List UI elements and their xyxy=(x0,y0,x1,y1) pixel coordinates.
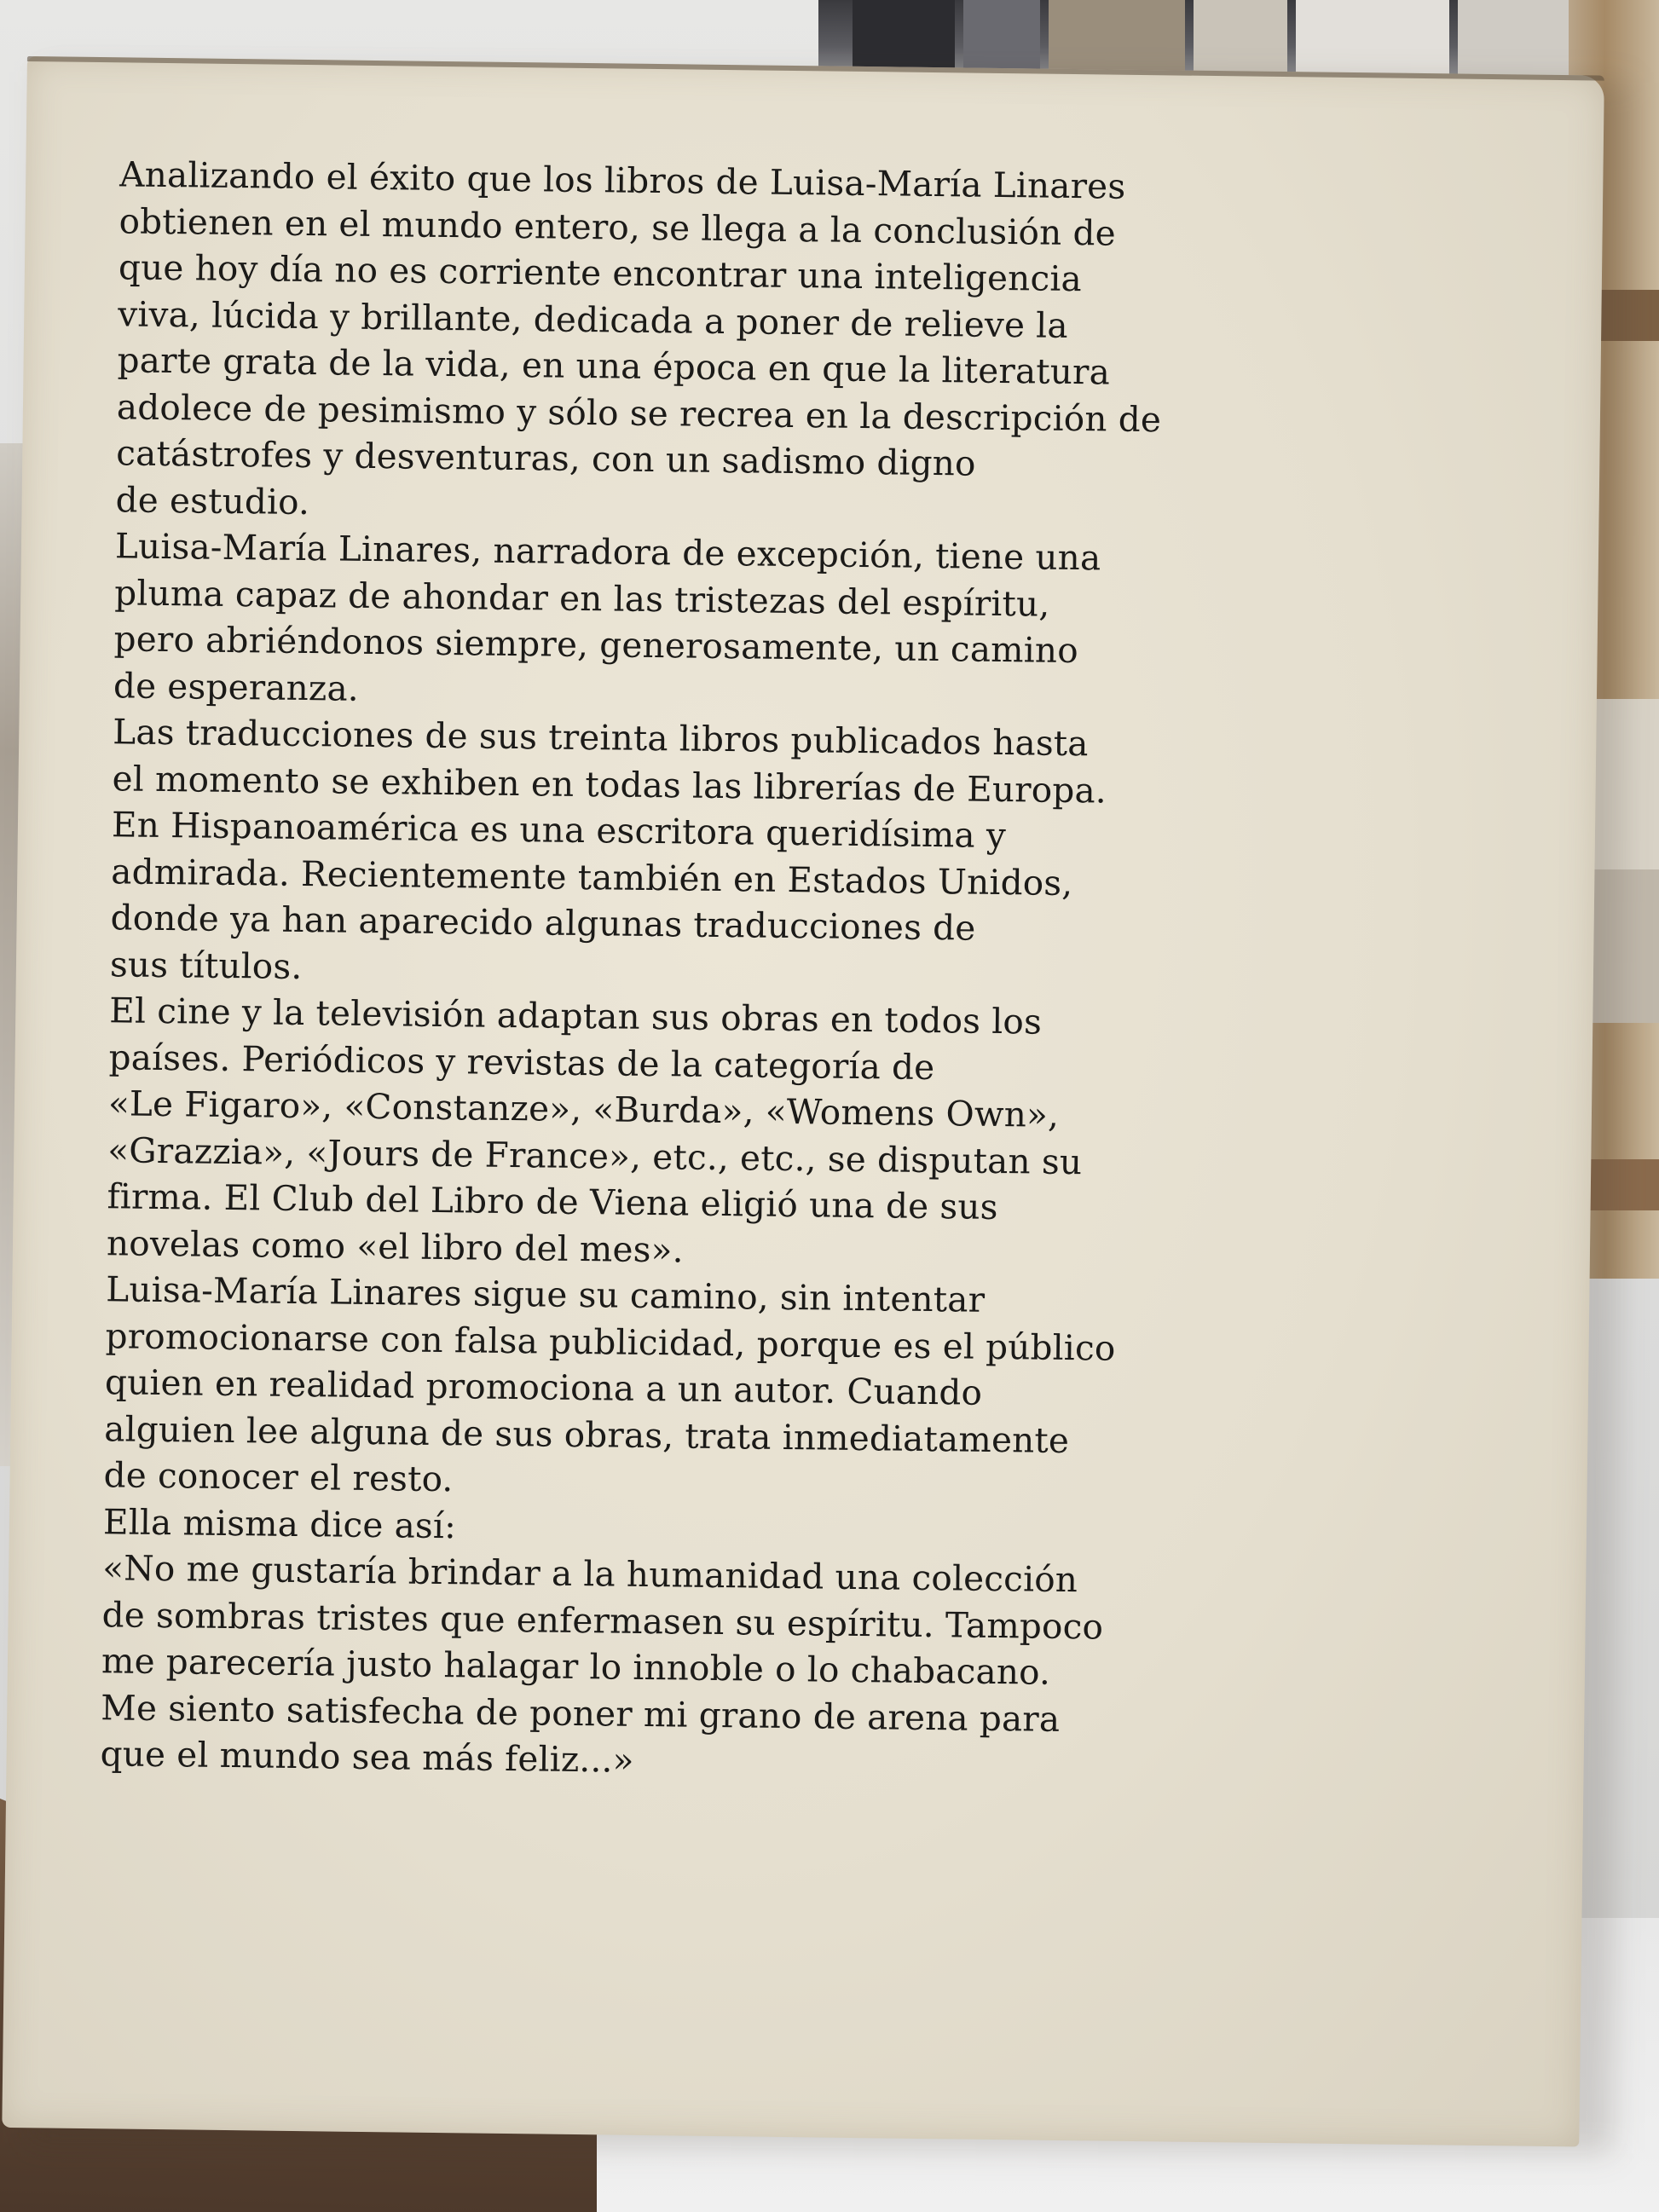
text-line: pero abriéndonos siempre, generosamente, un camino xyxy=(113,618,1079,672)
text-line: Me siento satisfecha de poner mi grano de arena para xyxy=(101,1686,1061,1740)
blurb-paragraph xyxy=(107,987,1338,1281)
book-back-cover xyxy=(2,56,1604,2146)
text-line: de esperanza. xyxy=(113,664,360,709)
text-line: En Hispanoamérica es una escritora queridísima y xyxy=(111,804,1007,857)
text-line: «No me gustaría brindar a la humanidad una colección xyxy=(102,1547,1078,1601)
text-line: promocionarse con falsa publicidad, porque es el público xyxy=(105,1314,1116,1369)
text-line: de estudio. xyxy=(115,478,310,523)
text-line: de sombras tristes que enfermasen su espíritu. Tampoco xyxy=(101,1593,1104,1648)
blurb-paragraph xyxy=(113,523,1344,724)
text-line: Ella misma dice así: xyxy=(102,1500,457,1546)
text-line: donde ya han aparecido algunas traducciones de xyxy=(110,897,976,949)
text-line: alguien lee alguna de sus obras, trata inmediatamente xyxy=(104,1407,1070,1461)
text-line: Las traducciones de sus treinta libros publicados hasta xyxy=(113,711,1089,765)
blurb-paragraph xyxy=(110,708,1341,1002)
text-line: pluma capaz de ahondar en las tristezas del espíritu, xyxy=(114,571,1050,625)
text-line: de conocer el resto. xyxy=(103,1454,454,1500)
text-line: firma. El Club del Libro de Viena eligió una de sus xyxy=(107,1175,998,1228)
text-line: que hoy día no es corriente encontrar una inteligencia xyxy=(118,246,1083,300)
text-line: viva, lúcida y brillante, dedicada a poner de relieve la xyxy=(118,292,1069,346)
text-line: sus títulos. xyxy=(109,943,303,987)
text-line: países. Periódicos y revistas de la categoría de xyxy=(108,1036,935,1088)
blurb-paragraph xyxy=(103,1266,1333,1513)
text-line: Analizando el éxito que los libros de Luisa-María Linares xyxy=(119,153,1126,207)
background-shelf-top xyxy=(818,0,1659,77)
text-line: «Grazzia», «Jours de France», etc., etc., se disputan su xyxy=(107,1129,1083,1182)
text-line: Luisa-María Linares, narradora de excepción, tiene una xyxy=(114,525,1101,579)
text-line: obtienen en el mundo entero, se llega a la conclusión de xyxy=(118,199,1117,254)
blurb-text xyxy=(100,151,1347,1792)
text-line: me parecería justo halagar lo innoble o lo chabacano. xyxy=(101,1640,1051,1693)
text-line: adolece de pesimismo y sólo se recrea en la descripción de xyxy=(116,385,1162,440)
text-line: parte grata de la vida, en una época en que la literatura xyxy=(117,339,1111,393)
text-line: Luisa-María Linares sigue su camino, sin intentar xyxy=(106,1268,986,1320)
text-line: admirada. Recientemente también en Estados Unidos, xyxy=(111,850,1073,904)
text-line: que el mundo sea más feliz...» xyxy=(100,1733,634,1781)
text-line: quien en realidad promociona a un autor. Cuando xyxy=(104,1361,983,1413)
text-line: El cine y la televisión adaptan sus obras en todos los xyxy=(109,990,1043,1042)
text-line: catástrofes y desventuras, con un sadismo digno xyxy=(116,432,976,484)
text-line: el momento se exhiben en todas las librerías de Europa. xyxy=(112,757,1107,811)
text-line: «Le Figaro», «Constanze», «Burda», «Womens Own», xyxy=(107,1083,1060,1135)
blurb-paragraph xyxy=(115,151,1347,538)
blurb-paragraph xyxy=(100,1545,1330,1792)
text-line: novelas como «el libro del mes». xyxy=(106,1222,684,1271)
